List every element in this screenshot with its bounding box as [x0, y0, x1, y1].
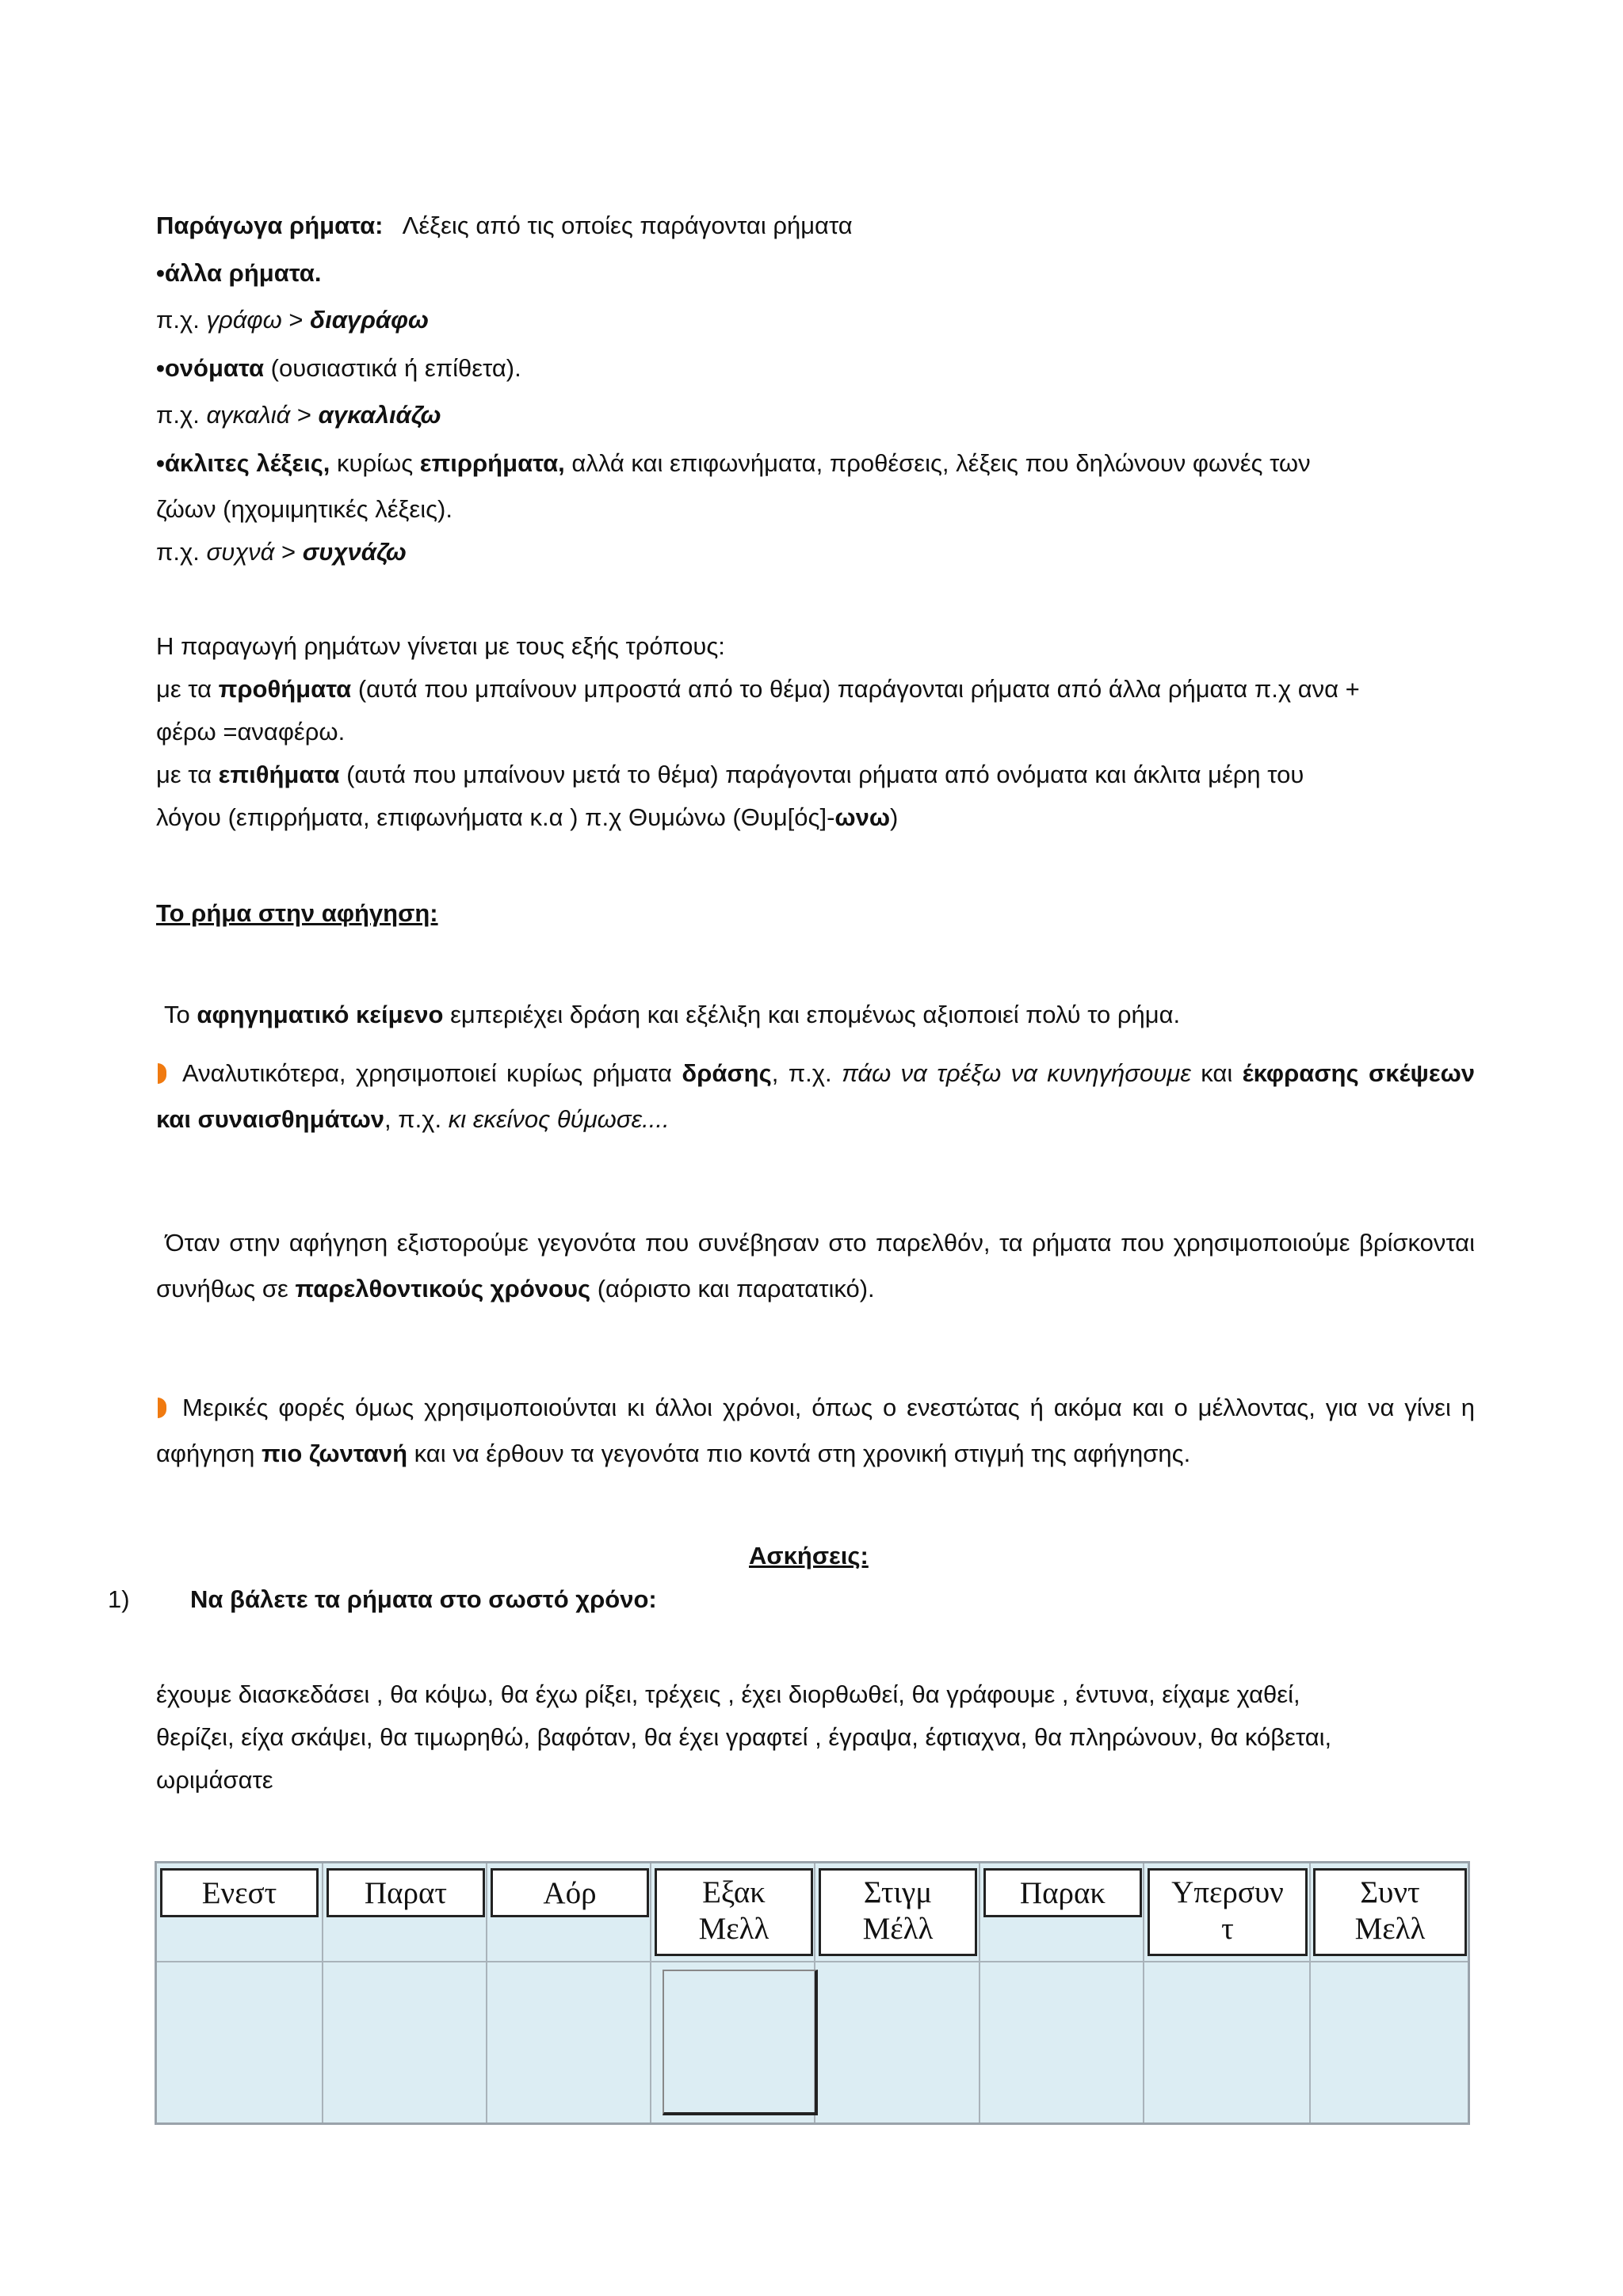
table-header-continuous-future: Εξακ Μελλ — [655, 1868, 813, 1956]
derivation-title-line — [156, 211, 853, 240]
table-header-perfect: Παρακ — [983, 1868, 1142, 1917]
derivation-item-verbs: •άλλα ρήματα. — [156, 259, 322, 287]
derivation-title-desc: Λέξεις από τις οποίες παράγονται ρήματα — [402, 212, 853, 239]
exercise-words-line-1: έχουμε διασκεδάσει , θα κόψω, θα έχω ρίξει, τρέχεις , έχει διορθωθεί, θα γράφουμε , έντυνα, είχαμε χαθεί, — [156, 1680, 1300, 1708]
exercise-number: 1) — [108, 1585, 130, 1613]
table-header-aorist: Αόρ — [491, 1868, 649, 1917]
table-header-simple-future: Στιγμ Μέλλ — [819, 1868, 977, 1956]
table-header-imperfect: Παρατ — [327, 1868, 485, 1917]
table-header-pluperfect: Υπερσυν τ — [1148, 1868, 1308, 1956]
derivation-item-nouns: •ονόματα (ουσιαστικά ή επίθετα). — [156, 354, 521, 382]
narration-paragraph-2: Αναλυτικότερα, χρησιμοποιεί κυρίως ρήματα δράσης, π.χ. πάω να τρέξω να κυνηγήσουμε και έκφρασης σκέψεων και συναισθημάτων, π.χ. κι εκείνος θύμωσε.... — [156, 1059, 1475, 1133]
formation-suffixes: με τα επιθήματα (αυτά που μπαίνουν μετά το θέμα) παράγονται ρήματα από ονόματα και άκλιτα μέρη του — [156, 761, 1304, 788]
exercise-words-line-2: θερίζει, είχα σκάψει, θα τιμωρηθώ, βαφόταν, θα έχει γραφτεί , έγραψα, έφτιαχνα, θα πληρώνουν, θα κόβεται, — [156, 1723, 1332, 1751]
narration-heading: Το ρήμα στην αφήγηση: — [156, 899, 438, 927]
derivation-item-indeclinable: •άκλιτες λέξεις, κυρίως επιρρήματα, αλλά και επιφωνήματα, προθέσεις, λέξεις που δηλώνουν φωνές των — [156, 449, 1311, 477]
formation-suffixes-line2: λόγου (επιρρήματα, επιφωνήματα κ.α ) π.χ Θυμώνω (Θυμ[ός]-ωνω) — [156, 803, 899, 831]
table-header-present: Ενεστ — [160, 1868, 319, 1917]
derivation-example-1: π.χ. γράφω > διαγράφω — [156, 306, 429, 334]
derivation-item-indeclinable-line2: ζώων (ηχομιμητικές λέξεις). — [156, 495, 453, 523]
tense-table — [155, 1861, 1470, 2125]
exercise-title: Να βάλετε τα ρήματα στο σωστό χρόνο: — [190, 1585, 657, 1613]
narration-paragraph-3: Όταν στην αφήγηση εξιστορούμε γεγονότα που συνέβησαν στο παρελθόν, τα ρήματα που χρησιμοποιούμε βρίσκονται συνήθως σε παρελθοντικούς χρόνους (αόριστο και παρατατικό). — [156, 1229, 1475, 1302]
derivation-title: Παράγωγα ρήματα: — [156, 212, 384, 239]
narration-paragraph-1: Το αφηγηματικό κείμενο εμπεριέχει δράση και εξέλιξη και επομένως αξιοποιεί πολύ το ρήμα. — [164, 1001, 1181, 1028]
exercises-heading: Ασκήσεις: — [749, 1542, 869, 1569]
answer-cell-box — [663, 1970, 818, 2115]
orange-bullet-icon — [158, 1398, 166, 1418]
derivation-example-3: π.χ. συχνά > συχνάζω — [156, 538, 407, 566]
table-row-separator — [157, 1961, 1468, 1962]
orange-bullet-icon — [158, 1063, 166, 1084]
derivation-example-2: π.χ. αγκαλιά > αγκαλιάζω — [156, 401, 441, 429]
table-header-future-perfect: Συντ Μελλ — [1313, 1868, 1467, 1956]
formation-prefixes: με τα προθήματα (αυτά που μπαίνουν μπροστά από το θέμα) παράγονται ρήματα από άλλα ρήματα π.χ ανα + — [156, 675, 1360, 703]
formation-intro: Η παραγωγή ρημάτων γίνεται με τους εξής τρόπους: — [156, 632, 725, 660]
formation-prefixes-line2: φέρω =αναφέρω. — [156, 718, 346, 746]
exercise-words-line-3: ωριμάσατε — [156, 1766, 273, 1794]
narration-paragraph-4: Μερικές φορές όμως χρησιμοποιούνται κι άλλοι χρόνοι, όπως ο ενεστώτας ή ακόμα και ο μέλλοντας, για να γίνει η αφήγηση πιο ζωντανή και να έρθουν τα γεγονότα πιο κοντά στη χρονική στιγμή της αφήγησης. — [156, 1394, 1475, 1467]
